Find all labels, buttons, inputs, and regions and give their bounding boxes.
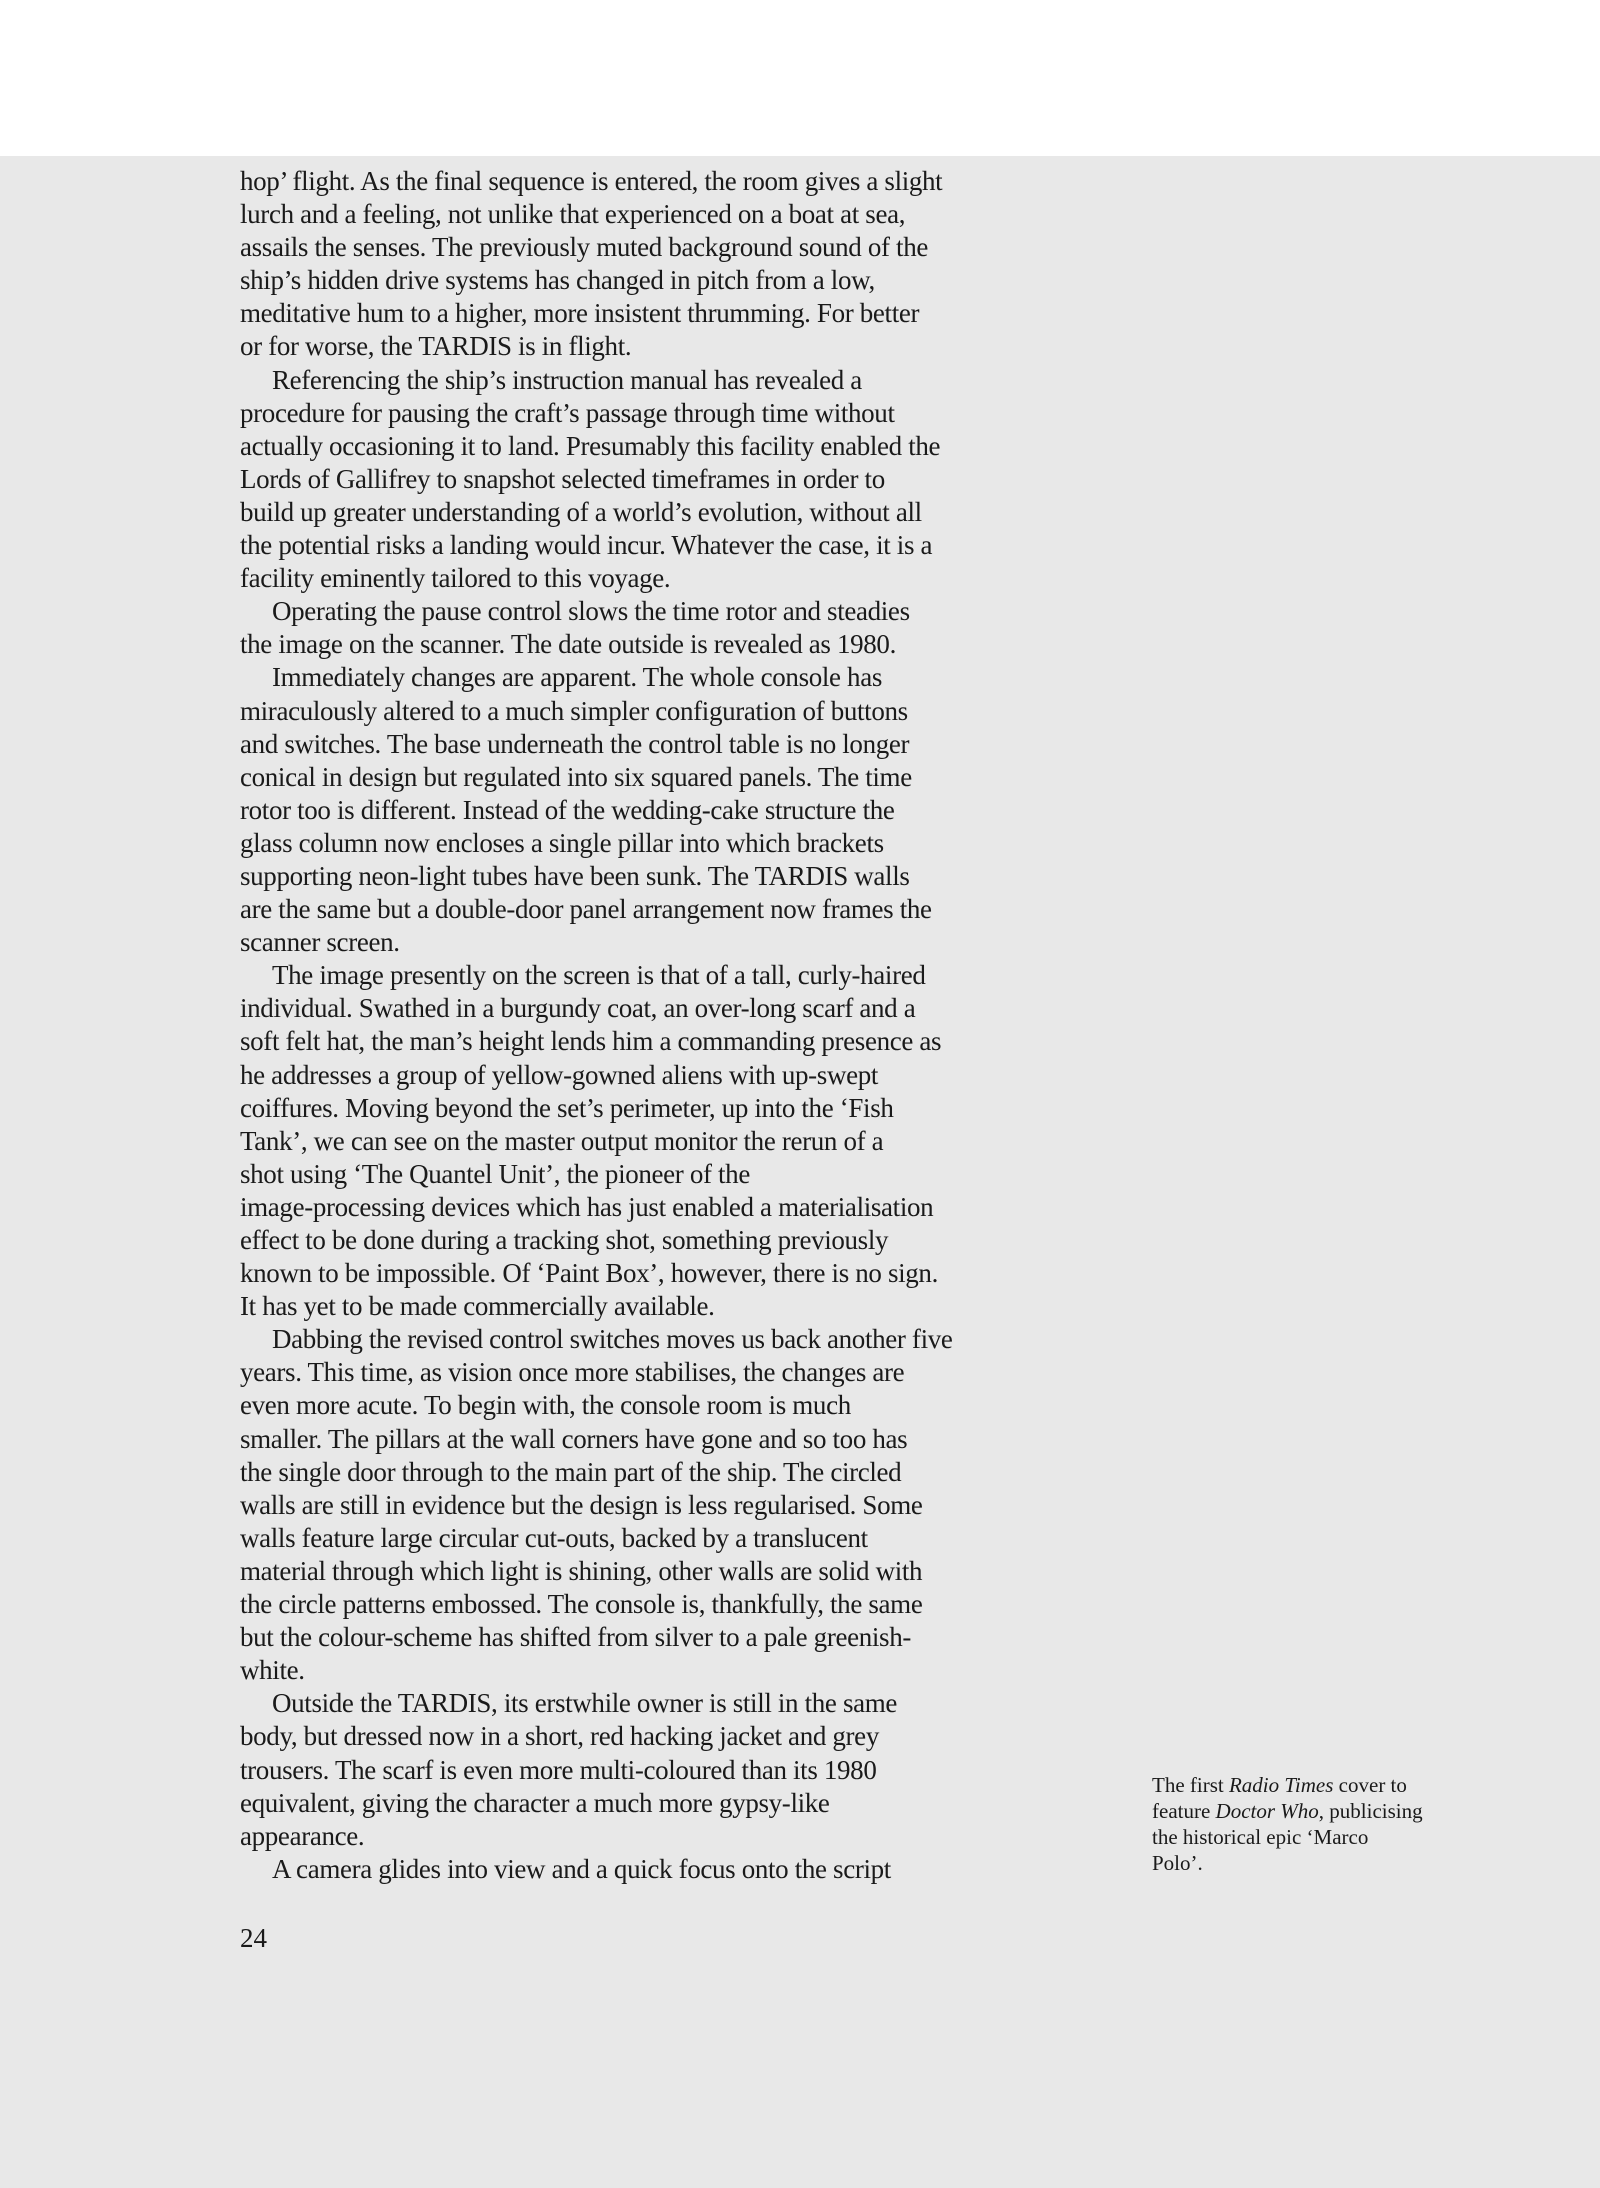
text-line: build up greater understanding of a world’s evolution, without all	[240, 496, 922, 527]
text-line: body, but dressed now in a short, red hacking jacket and grey	[240, 1721, 879, 1752]
text-line: Referencing the ship’s instruction manual has revealed a	[272, 364, 862, 395]
text-line: individual. Swathed in a burgundy coat, an over-long scarf and a	[240, 993, 916, 1024]
text-line: Outside the TARDIS, its erstwhile owner is still in the same	[272, 1688, 898, 1719]
text-line: hop’ flight. As the final sequence is entered, the room gives a slight	[240, 166, 943, 196]
text-line: smaller. The pillars at the wall corners have gone and so too has	[240, 1423, 908, 1454]
paragraph	[240, 364, 1130, 596]
text-line: white.	[240, 1655, 305, 1686]
text-line: scanner screen.	[240, 927, 400, 958]
text-line: appearance.	[240, 1820, 365, 1851]
paragraph	[240, 165, 1130, 364]
text-line: image-processing devices which has just enabled a materialisation	[240, 1191, 934, 1222]
text-line: Dabbing the revised control switches moves us back another five	[272, 1324, 953, 1355]
text-line: rotor too is different. Instead of the wedding-cake structure the	[240, 794, 895, 825]
caption-line: Polo’.	[1152, 1851, 1203, 1875]
text-line: assails the senses. The previously muted background sound of the	[240, 232, 928, 263]
caption-text: , publicising	[1318, 1799, 1423, 1823]
page-number: 24	[240, 1923, 267, 1953]
paragraph	[240, 959, 1130, 1323]
body-text-column	[240, 165, 1130, 1886]
text-line: supporting neon-light tubes have been sunk. The TARDIS walls	[240, 860, 910, 891]
top-white-margin	[0, 0, 1600, 156]
text-line: coiffures. Moving beyond the set’s perimeter, up into the ‘Fish	[240, 1092, 894, 1123]
text-line: A camera glides into view and a quick focus onto the script	[272, 1853, 891, 1884]
paragraph	[240, 1323, 1130, 1687]
text-line: walls feature large circular cut-outs, backed by a translucent	[240, 1522, 868, 1553]
text-line: procedure for pausing the craft’s passage through time without	[240, 397, 895, 428]
caption-line	[1152, 1798, 1512, 1824]
text-line: glass column now encloses a single pillar into which brackets	[240, 827, 884, 858]
caption-text: feature	[1152, 1799, 1216, 1823]
text-line: the circle patterns embossed. The console is, thankfully, the same	[240, 1589, 923, 1620]
image-caption	[1152, 1772, 1512, 1876]
text-line: are the same but a double-door panel arrangement now frames the	[240, 894, 932, 925]
text-line: years. This time, as vision once more stabilises, the changes are	[240, 1357, 905, 1388]
caption-text: The first	[1152, 1773, 1229, 1797]
text-line: soft felt hat, the man’s height lends him a commanding presence as	[240, 1026, 942, 1057]
text-line: shot using ‘The Quantel Unit’, the pioneer of the	[240, 1158, 750, 1189]
text-line: and switches. The base underneath the control table is no longer	[240, 728, 910, 759]
text-line: but the colour-scheme has shifted from silver to a pale greenish-	[240, 1622, 911, 1653]
text-line: conical in design but regulated into six squared panels. The time	[240, 761, 912, 792]
text-line: Tank’, we can see on the master output monitor the rerun of a	[240, 1125, 884, 1156]
text-line: meditative hum to a higher, more insistent thrumming. For better	[240, 298, 920, 329]
text-line: lurch and a feeling, not unlike that experienced on a boat at sea,	[240, 199, 906, 230]
text-line: It has yet to be made commercially available.	[240, 1291, 715, 1322]
text-line: trousers. The scarf is even more multi-coloured than its 1980	[240, 1754, 877, 1785]
text-line: facility eminently tailored to this voyage.	[240, 563, 671, 594]
text-line: he addresses a group of yellow-gowned aliens with up-swept	[240, 1059, 879, 1090]
text-line: the image on the scanner. The date outside is revealed as 1980.	[240, 629, 896, 660]
paragraph	[240, 661, 1130, 959]
text-line: Lords of Gallifrey to snapshot selected timeframes in order to	[240, 463, 885, 494]
paragraph	[240, 595, 1130, 661]
caption-italic-title: Doctor Who	[1215, 1799, 1319, 1823]
text-line: The image presently on the screen is that of a tall, curly-haired	[272, 960, 926, 991]
caption-line	[1152, 1772, 1512, 1798]
text-line: walls are still in evidence but the design is less regularised. Some	[240, 1489, 923, 1520]
paragraph	[240, 1853, 1130, 1886]
text-line: even more acute. To begin with, the console room is much	[240, 1390, 851, 1421]
text-line: Operating the pause control slows the time rotor and steadies	[272, 596, 910, 627]
text-line: equivalent, giving the character a much more gypsy-like	[240, 1787, 830, 1818]
text-line: the single door through to the main part of the ship. The circled	[240, 1456, 902, 1487]
text-line: miraculously altered to a much simpler configuration of buttons	[240, 695, 908, 726]
caption-line: the historical epic ‘Marco	[1152, 1825, 1369, 1849]
caption-italic-title: Radio Times	[1228, 1773, 1334, 1797]
text-line: material through which light is shining, other walls are solid with	[240, 1555, 923, 1586]
text-line: or for worse, the TARDIS is in flight.	[240, 331, 632, 362]
text-line: Immediately changes are apparent. The whole console has	[272, 662, 883, 693]
text-line: the potential risks a landing would incur. Whatever the case, it is a	[240, 530, 933, 561]
text-line: ship’s hidden drive systems has changed in pitch from a low,	[240, 265, 875, 296]
text-line: known to be impossible. Of ‘Paint Box’, however, there is no sign.	[240, 1258, 938, 1289]
text-line: actually occasioning it to land. Presumably this facility enabled the	[240, 430, 941, 461]
paragraph	[240, 1687, 1130, 1852]
caption-text: cover to	[1333, 1773, 1407, 1797]
text-line: effect to be done during a tracking shot, something previously	[240, 1225, 889, 1255]
